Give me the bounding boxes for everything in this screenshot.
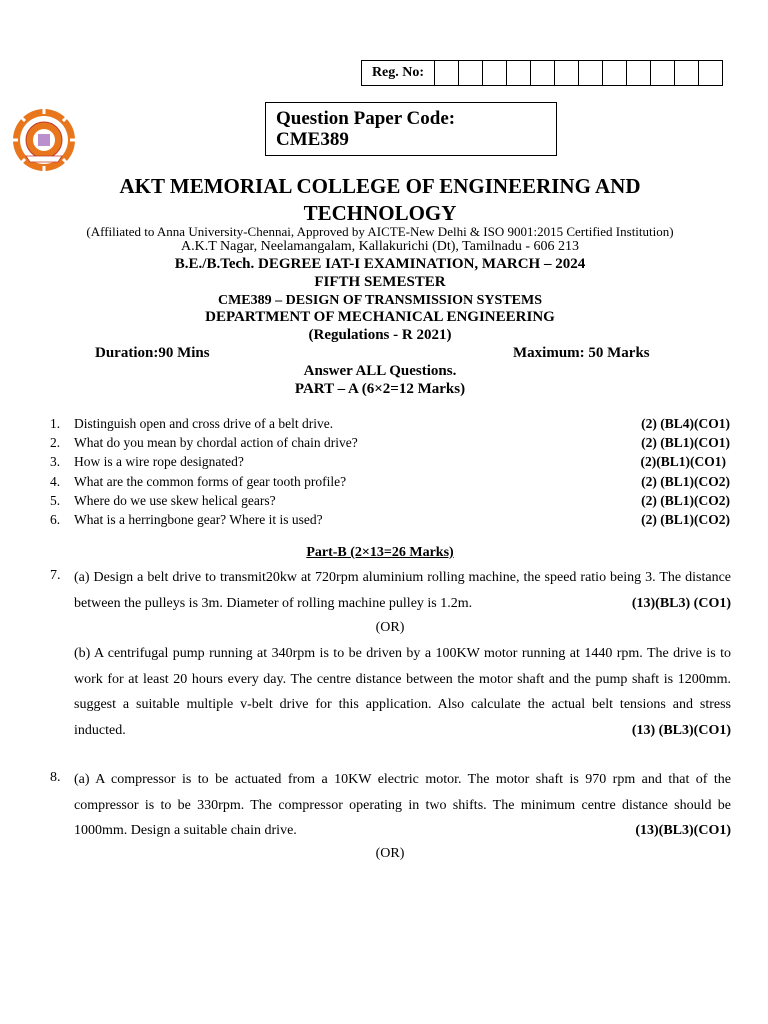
college-logo-icon [10, 106, 78, 174]
reg-no-cell [603, 61, 627, 85]
duration-text: Duration:90 Mins [95, 345, 210, 361]
question-marks: (13)(BL3)(CO1) [635, 823, 731, 838]
question-text: What do you mean by chordal action of chain drive? [74, 435, 358, 450]
reg-no-cell [579, 61, 603, 85]
qp-code-value: CME389 [276, 129, 349, 150]
reg-no-cell [555, 61, 579, 85]
qp-code-label: Question Paper Code: [276, 108, 456, 129]
question-marks: (2) (BL4)(CO1) [641, 416, 730, 431]
reg-no-cell [459, 61, 483, 85]
reg-no-cell [435, 61, 459, 85]
affiliation-text: (Affiliated to Anna University-Chennai, Approved by AICTE-New Delhi & ISO 9001:2015 Certified Institution) [86, 224, 674, 239]
reg-no-cell [699, 61, 722, 85]
question-number: 1. [50, 416, 61, 431]
instruction-text: Answer ALL Questions. [303, 363, 457, 379]
question-row [50, 512, 730, 531]
question-marks: (2) (BL1)(CO1) [641, 435, 730, 450]
question-paper-code-box [265, 102, 557, 156]
question-8a [74, 767, 731, 844]
reg-no-box [361, 60, 723, 86]
question-number: 3. [50, 454, 61, 469]
reg-no-cell [651, 61, 675, 85]
college-name [0, 173, 760, 227]
question-number: 2. [50, 435, 61, 450]
address-text: A.K.T Nagar, Neelamangalam, Kallakurichi (Dt), Tamilnadu - 606 213 [181, 239, 579, 254]
question-text: (b) A centrifugal pump running at 340rpm is to be driven by a 100KW motor running at 1440 rpm. The drive is to work for at least 20 hours every day. The centre distance between the motor shaft and the pump shaft is 1200mm. suggest a suitable multiple v-belt drive for this application. Also calculate the actual belt tensions and stress inducted. [74, 646, 731, 738]
question-marks: (2)(BL1)(CO1) [640, 454, 726, 469]
regulations-text: (Regulations - R 2021) [308, 327, 452, 343]
reg-no-cell [483, 61, 507, 85]
question-7b [74, 641, 731, 743]
question-text: How is a wire rope designated? [74, 454, 244, 469]
part-b-heading: Part-B (2×13=26 Marks) [306, 545, 454, 560]
question-text: What are the common forms of gear tooth profile? [74, 474, 347, 489]
reg-no-label: Reg. No: [362, 61, 435, 85]
reg-no-cell [675, 61, 699, 85]
question-number: 6. [50, 512, 61, 527]
question-marks: (2) (BL1)(CO2) [641, 493, 730, 508]
semester-title: FIFTH SEMESTER [314, 274, 446, 290]
question-number: 7. [50, 568, 61, 583]
max-marks-text: Maximum: 50 Marks [513, 345, 650, 361]
question-marks: (2) (BL1)(CO2) [641, 474, 730, 489]
question-row [50, 454, 726, 473]
or-separator: (OR) [375, 620, 405, 635]
question-row [50, 416, 730, 435]
question-text: (a) A compressor is to be actuated from a 10KW electric motor. The motor shaft is 970 rpm and that of the compressor is to be 330rpm. The compressor operating in two shifts. The minimum centre distance should be 1000mm. Design a suitable chain drive. [74, 772, 731, 838]
reg-no-cell [627, 61, 651, 85]
question-text: Where do we use skew helical gears? [74, 493, 276, 508]
question-number: 5. [50, 493, 61, 508]
department-title: DEPARTMENT OF MECHANICAL ENGINEERING [205, 309, 555, 325]
question-row [50, 435, 730, 454]
reg-no-cell [507, 61, 531, 85]
question-marks: (2) (BL1)(CO2) [641, 512, 730, 527]
question-7a [74, 565, 731, 616]
question-text: What is a herringbone gear? Where it is used? [74, 512, 323, 527]
question-number: 8. [50, 770, 61, 785]
question-row [50, 493, 730, 512]
question-marks: (13) (BL3)(CO1) [631, 722, 731, 738]
college-name-line2: TECHNOLOGY [303, 201, 457, 225]
question-number: 4. [50, 474, 61, 489]
part-a-heading: PART – A (6×2=12 Marks) [294, 381, 466, 397]
subject-title: CME389 – DESIGN OF TRANSMISSION SYSTEMS [217, 293, 542, 308]
question-text: (a) Design a belt drive to transmit20kw at 720rpm aluminium rolling machine, the speed ratio being 3. The distance between the pulleys is 3m. Diameter of rolling machine pulley is 1.2m. [74, 570, 731, 611]
question-marks: (13)(BL3) (CO1) [631, 595, 731, 611]
college-name-line1: AKT MEMORIAL COLLEGE OF ENGINEERING AND [119, 174, 641, 198]
reg-no-cell [531, 61, 555, 85]
exam-title: B.E./B.Tech. DEGREE IAT-I EXAMINATION, MARCH – 2024 [174, 256, 586, 272]
question-text: Distinguish open and cross drive of a belt drive. [74, 416, 334, 431]
or-separator: (OR) [375, 846, 405, 861]
question-row [50, 474, 730, 493]
